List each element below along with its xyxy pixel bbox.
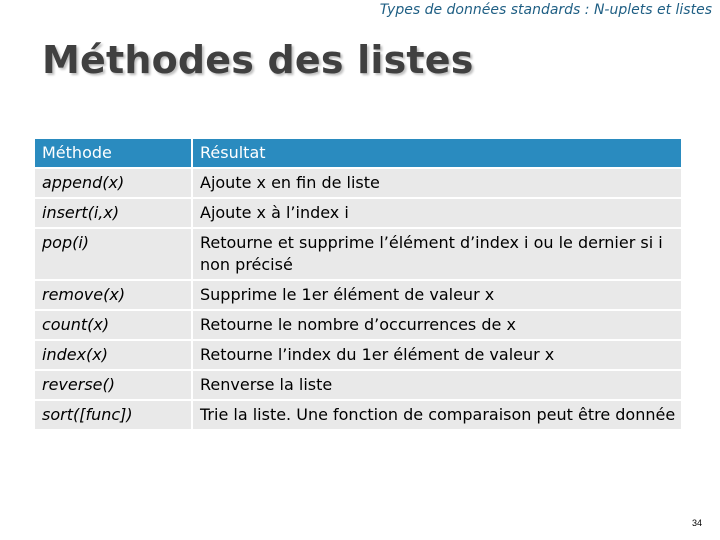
result-cell: Trie la liste. Une fonction de comparaison peut être donnée xyxy=(191,401,681,431)
page-number: 34 xyxy=(691,518,702,528)
result-cell: Retourne le nombre d’occurrences de x xyxy=(191,311,681,341)
table-row xyxy=(35,311,681,341)
header-note: Types de données standards : N-uplets et listes xyxy=(379,2,712,18)
result-cell: Retourne et supprime l’élément d’index i ou le dernier si i non précisé xyxy=(191,229,681,281)
table-row xyxy=(35,281,681,311)
table-row xyxy=(35,229,681,281)
column-header-method: Méthode xyxy=(35,139,191,169)
table-row xyxy=(35,371,681,401)
method-cell: sort([func]) xyxy=(35,401,191,431)
page-title: Méthodes des listes xyxy=(42,38,474,82)
method-cell: append(x) xyxy=(35,169,191,199)
table-row xyxy=(35,169,681,199)
method-cell: pop(i) xyxy=(35,229,191,281)
method-cell: reverse() xyxy=(35,371,191,401)
method-cell: index(x) xyxy=(35,341,191,371)
column-header-result: Résultat xyxy=(191,139,681,169)
table-row xyxy=(35,199,681,229)
method-cell: remove(x) xyxy=(35,281,191,311)
result-cell: Renverse la liste xyxy=(191,371,681,401)
table-header-row xyxy=(35,139,681,169)
methods-table xyxy=(35,139,681,431)
table-row xyxy=(35,401,681,431)
method-cell: count(x) xyxy=(35,311,191,341)
method-cell: insert(i,x) xyxy=(35,199,191,229)
result-cell: Supprime le 1er élément de valeur x xyxy=(191,281,681,311)
table-row xyxy=(35,341,681,371)
result-cell: Ajoute x en fin de liste xyxy=(191,169,681,199)
result-cell: Retourne l’index du 1er élément de valeur x xyxy=(191,341,681,371)
result-cell: Ajoute x à l’index i xyxy=(191,199,681,229)
